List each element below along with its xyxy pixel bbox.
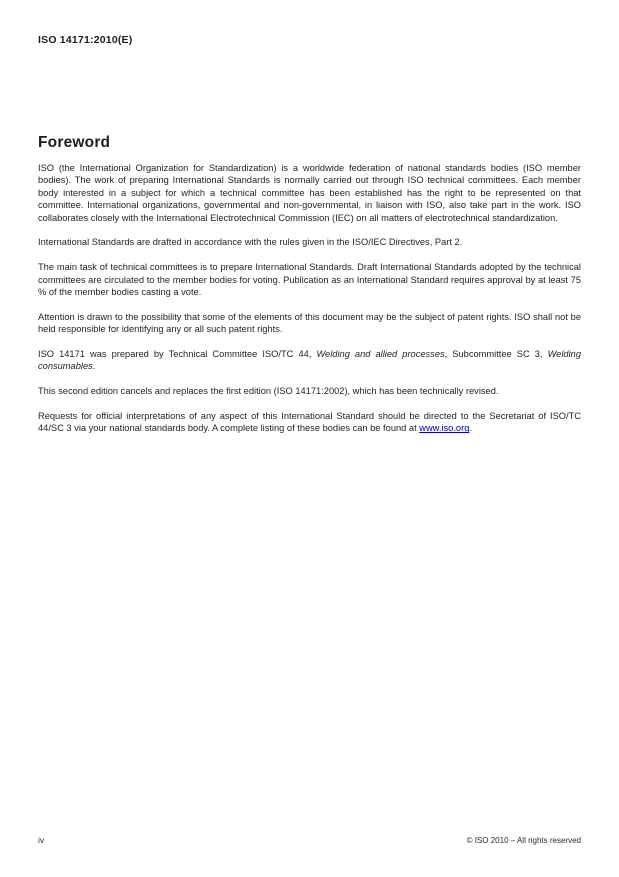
paragraph xyxy=(38,261,581,298)
copyright-notice: © ISO 2010 – All rights reserved xyxy=(466,836,581,845)
text-segment: The main task of technical committees is to prepare International Standards. Draft International Standards adopted by the technical committees are circulated to the member bodies for voting. Publication as an International Standard requires approval by at least 75 % of the member bodies casting a vote. xyxy=(38,262,581,298)
paragraph xyxy=(38,311,581,336)
paragraph xyxy=(38,410,581,435)
text-segment: Requests for official interpretations of any aspect of this International Standard should be directed to the Secretariat of ISO/TC 44/SC 3 via your national standards body. A complete listing of these bodies can be found at xyxy=(38,411,581,434)
italic-text-segment: Welding consumables xyxy=(38,349,581,372)
text-segment: Attention is drawn to the possibility that some of the elements of this document may be the subject of patent rights. ISO shall not be held responsible for identifying any or all such patent rights. xyxy=(38,311,581,335)
paragraph xyxy=(38,348,581,373)
document-reference-header: ISO 14171:2010(E) xyxy=(38,34,133,46)
text-segment: , Subcommittee SC 3, xyxy=(444,349,548,360)
body-text xyxy=(38,162,581,447)
page-title: Foreword xyxy=(38,134,111,151)
text-segment: . xyxy=(92,361,96,372)
text-segment: ISO 14171 was prepared by Technical Committee ISO/TC 44, xyxy=(38,349,317,360)
text-segment: This second edition cancels and replaces the first edition (ISO 14171:2002), which has been technically revised. xyxy=(38,386,499,397)
paragraph xyxy=(38,162,581,224)
iso-website-link[interactable]: www.iso.org xyxy=(419,423,470,434)
page-footer xyxy=(38,835,581,845)
page-number: iv xyxy=(38,835,45,845)
paragraph xyxy=(38,385,581,397)
text-segment: International Standards are drafted in accordance with the rules given in the ISO/IEC Directives, Part 2. xyxy=(38,237,463,248)
text-segment: . xyxy=(469,423,472,434)
paragraph xyxy=(38,236,581,248)
italic-text-segment: Welding and allied processes xyxy=(316,349,445,360)
text-segment: ISO (the International Organization for Standardization) is a worldwide federation of national standards bodies (ISO member bodies). The work of preparing International Standards is normally carried out through ISO technical committees. Each member body interested in a subject for which a technical committee has been established has the right to be represented on that committee. International organizations, governmental and non-governmental, in liaison with ISO, also take part in the work. ISO collaborates closely with the International Electrotechnical Commission (IEC) on all matters of electrotechnical standardization. xyxy=(38,163,581,223)
